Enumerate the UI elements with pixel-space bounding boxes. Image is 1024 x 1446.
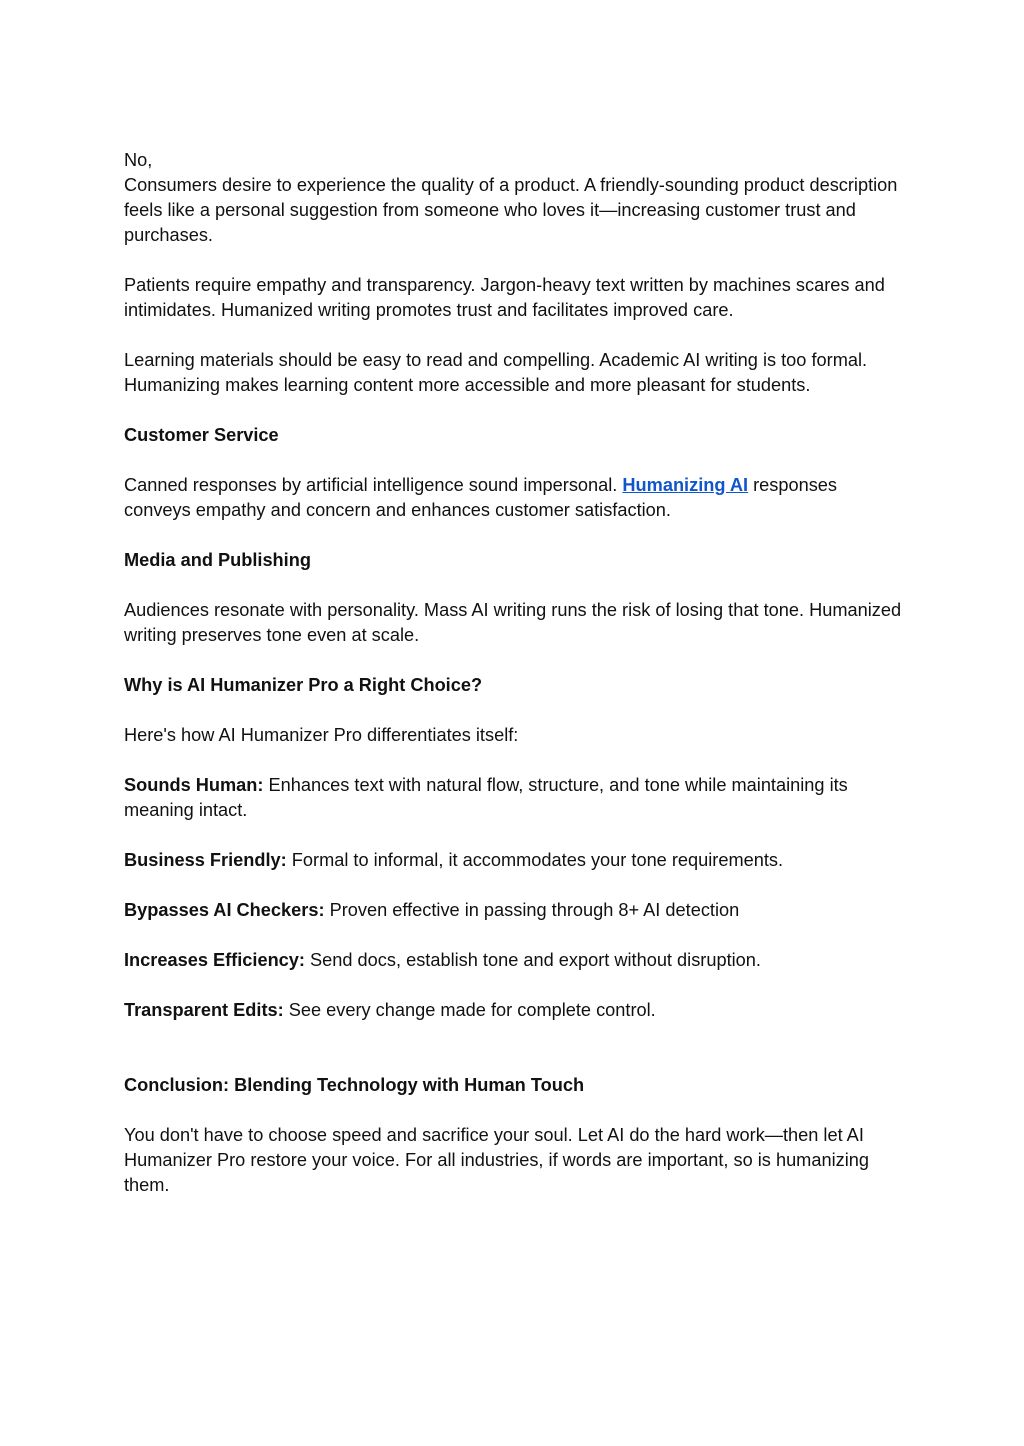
paragraph-consumers: Consumers desire to experience the quality of a product. A friendly-sounding product description feels like a personal suggestion from someone who loves it—increasing customer trust and purchases. [124, 175, 898, 245]
feature-item [124, 948, 904, 973]
heading-customer-service: Customer Service [124, 425, 279, 445]
feature-item [124, 898, 904, 923]
spacer [124, 248, 904, 273]
feature-text: See every change made for complete control. [283, 1000, 656, 1020]
paragraph-learning: Learning materials should be easy to read and compelling. Academic AI writing is too formal. Humanizing makes learning content more accessible and more pleasant for students. [124, 350, 868, 395]
spacer [124, 1023, 904, 1073]
document-body [124, 148, 904, 1198]
feature-label: Business Friendly: [124, 850, 287, 870]
customer-service-text-after: responses conveys empathy and concern and enhances customer satisfaction. [124, 475, 838, 520]
paragraph-media: Audiences resonate with personality. Mass AI writing runs the risk of losing that tone. Humanized writing preserves tone even at scale. [124, 600, 902, 645]
feature-item [124, 773, 904, 823]
feature-label: Transparent Edits: [124, 1000, 284, 1020]
heading-conclusion: Conclusion: Blending Technology with Human Touch [124, 1075, 585, 1095]
paragraph-patients: Patients require empathy and transparency. Jargon-heavy text written by machines scares and intimidates. Humanized writing promotes trust and facilitates improved care. [124, 275, 885, 320]
spacer [124, 873, 904, 898]
spacer [124, 698, 904, 723]
spacer [124, 648, 904, 673]
feature-text: Enhances text with natural flow, structure, and tone while maintaining its meaning intact. [124, 775, 848, 820]
spacer [124, 398, 904, 423]
intro-line: No, [124, 150, 153, 170]
spacer [124, 823, 904, 848]
spacer [124, 573, 904, 598]
heading-why-choice: Why is AI Humanizer Pro a Right Choice? [124, 675, 483, 695]
heading-media-publishing: Media and Publishing [124, 550, 311, 570]
spacer [124, 973, 904, 998]
paragraph-why-intro: Here's how AI Humanizer Pro differentiates itself: [124, 725, 519, 745]
feature-item [124, 848, 904, 873]
spacer [124, 923, 904, 948]
paragraph-customer-service [124, 473, 904, 523]
feature-label: Bypasses AI Checkers: [124, 900, 325, 920]
spacer [124, 748, 904, 773]
spacer [124, 1098, 904, 1123]
feature-text: Formal to informal, it accommodates your tone requirements. [286, 850, 784, 870]
spacer [124, 323, 904, 348]
customer-service-text-before: Canned responses by artificial intelligence sound impersonal. [124, 475, 623, 495]
feature-text: Proven effective in passing through 8+ AI detection [324, 900, 740, 920]
feature-text: Send docs, establish tone and export without disruption. [304, 950, 761, 970]
feature-label: Sounds Human: [124, 775, 264, 795]
humanizing-ai-link[interactable]: Humanizing AI [622, 475, 749, 495]
paragraph-conclusion: You don't have to choose speed and sacrifice your soul. Let AI do the hard work—then let AI Humanizer Pro restore your voice. For all industries, if words are important, so is humanizing them. [124, 1125, 869, 1195]
spacer [124, 448, 904, 473]
feature-label: Increases Efficiency: [124, 950, 305, 970]
feature-item [124, 998, 904, 1023]
spacer [124, 523, 904, 548]
